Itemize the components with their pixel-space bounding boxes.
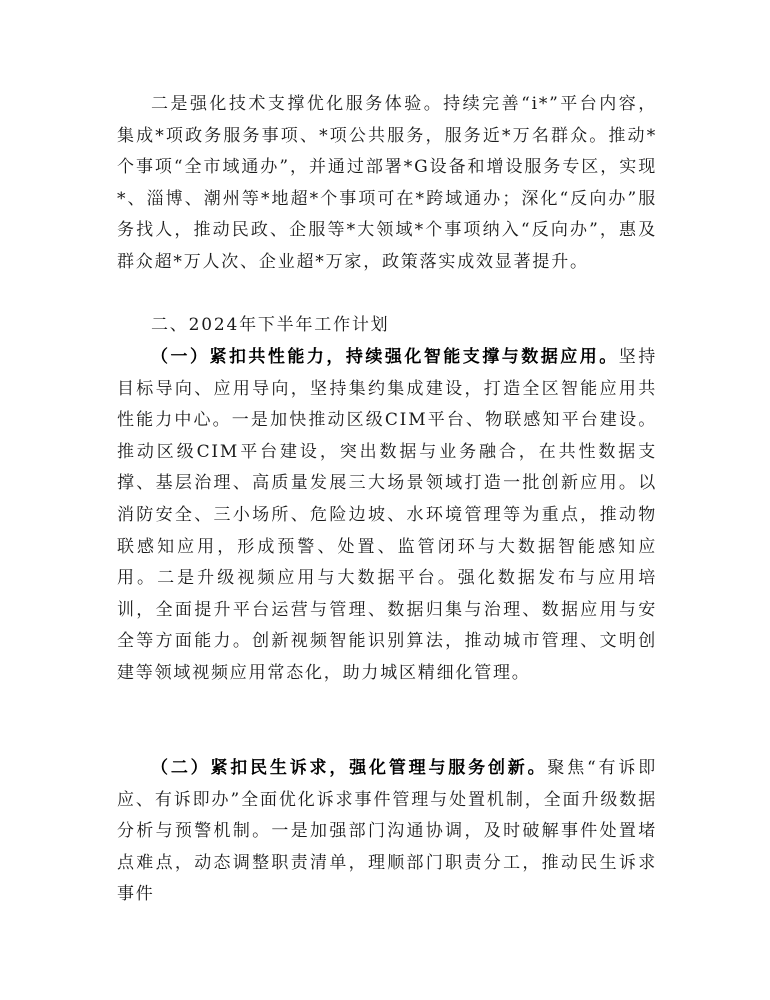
paragraph-lead-livelihood-demands: （二）紧扣民生诉求，强化管理与服务创新。 [151,758,548,778]
paragraph-service-experience: 二是强化技术支撑优化服务体验。持续完善“i*”平台内容，集成*项政务服务事项、*项公共服务，服务近*万名群众。推动*个事项“全市域通办”，并通过部署*G设备和增设服务专区，实现*、淄博、潮州等*地超*个事项可在*跨域通办；深化“反向办”服务找人，推动民政、企服等*大领域*个事项纳入“反向办”，惠及群众超*万人次、企业超*万家，政策落实成效显著提升。 [117,94,657,272]
section-heading-work-plan: 二、2024年下半年工作计划 [151,315,390,335]
paragraph-body-common-capability: 坚持目标导向、应用导向，坚持集约集成建设，打造全区智能应用共性能力中心。一是加快推动区级CIM平台、物联感知平台建设。推动区级CIM平台建设，突出数据与业务融合，在共性数据支撑、基层治理、高质量发展三大场景领域打造一批创新应用。以消防安全、三小场所、危险边坡、水环境管理等为重点，推动物联感知应用，形成预警、处置、监管闭环与大数据智能感知应用。二是升级视频应用与大数据平台。强化数据发布与应用培训，全面提升平台运营与管理、数据归集与治理、数据应用与安全等方面能力。创新视频智能识别算法，推动城市管理、文明创建等领域视频应用常态化，助力城区精细化管理。 [117,347,657,683]
paragraph-lead-common-capability: （一）紧扣共性能力，持续强化智能支撑与数据应用。 [151,347,619,367]
paragraph-common-capability [117,342,657,690]
paragraph-livelihood-demands [117,753,657,911]
paragraph-body-livelihood-demands: 聚焦“有诉即应、有诉即办”全面优化诉求事件管理与处置机制，全面升级数据分析与预警机制。一是加强部门沟通协调，及时破解事件处置堵点难点，动态调整职责清单，理顺部门职责分工，推动民生诉求事件 [117,758,657,905]
